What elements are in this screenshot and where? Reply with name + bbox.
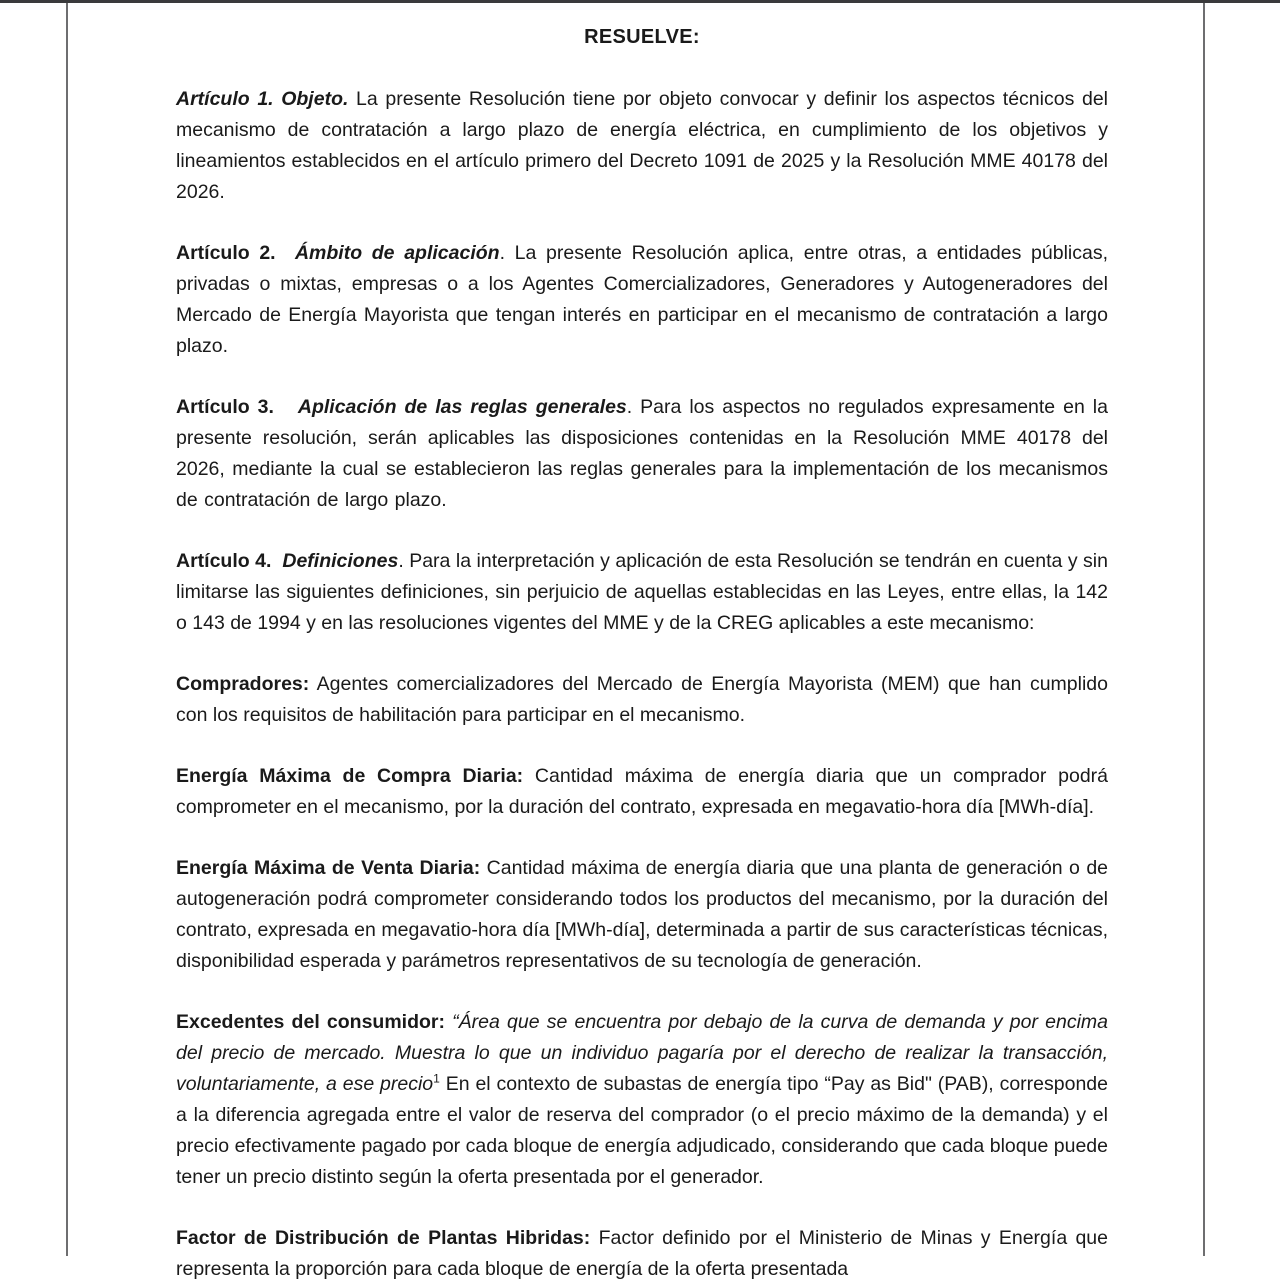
definition-body-energia-maxima-venta-diaria: Cantidad máxima de energía diaria que una planta de generación o de autogeneración podrá comprometer considerando todos los productos del mecanismo, por la duración del contrato, expresada en megavatio-hora día [MWh-día], determinada a partir de sus características técnicas, disponibilidad esperada y parámetros representativos de su tecnología de generación. (176, 857, 1109, 972)
paragraph-articulo-2 (176, 238, 1108, 362)
articulo-2-body: . La presente Resolución aplica, entre otras, a entidades públicas, privadas o mixtas, empresas o a los Agentes Comercializadores, Generadores y Autogeneradores del Mercado de Energía Mayorista que tengan interés en participar en el mecanismo de contratación a largo plazo. (176, 242, 1109, 357)
articulo-3-body: . Para los aspectos no regulados expresamente en la presente resolución, serán aplicables las disposiciones contenidas en la Resolución MME 40178 del 2026, mediante la cual se establecieron las reglas generales para la implementación de los mecanismos de contratación de largo plazo. (176, 396, 1108, 511)
paragraph-articulo-3 (176, 392, 1108, 516)
articulo-3-title: Aplicación de las reglas generales (297, 396, 627, 418)
paragraph-articulo-1 (176, 84, 1108, 208)
articulo-4-title: Definiciones (282, 550, 399, 572)
definition-term-factor-distribucion-plantas-hibridas: Factor de Distribución de Plantas Hibridas: (176, 1227, 591, 1249)
definition-body-energia-maxima-compra-diaria: Cantidad máxima de energía diaria que un comprador podrá comprometer en el mecanismo, por la duración del contrato, expresada en megavatio-hora día [MWh-día]. (176, 765, 1109, 818)
articulo-1-label: Artículo 1. Objeto. (176, 88, 349, 110)
definition-term-energia-maxima-compra-diaria: Energía Máxima de Compra Diaria: (176, 765, 524, 787)
page-left-margin-line (66, 3, 68, 1256)
page-title: RESUELVE: (584, 26, 700, 48)
footnote-marker: 1 (433, 1071, 440, 1086)
definition-compradores (176, 669, 1108, 731)
articulo-1-body: La presente Resolución tiene por objeto convocar y definir los aspectos técnicos del mecanismo de contratación a largo plazo de energía eléctrica, en cumplimiento de los objetivos y lineamientos establecidos en el artículo primero del Decreto 1091 de 2025 y la Resolución MME 40178 del 2026. (176, 88, 1109, 203)
articulo-3-label: Artículo 3. (176, 396, 274, 418)
document-text-column (176, 0, 1108, 1285)
definition-term-compradores: Compradores: (176, 673, 310, 695)
definition-factor-distribucion-plantas-hibridas (176, 1223, 1108, 1285)
articulo-4-body: . Para la interpretación y aplicación de esta Resolución se tendrán en cuenta y sin limitarse las siguientes definiciones, sin perjuicio de aquellas establecidas en las Leyes, entre ellas, la 142 o 143 de 1994 y en las resoluciones vigentes del MME y de la CREG aplicables a este mecanismo: (176, 550, 1108, 634)
articulo-4-label: Artículo 4. (176, 550, 272, 572)
definition-quote-excedentes-del-consumidor: “Área que se encuentra por debajo de la curva de demanda y por encima del precio de mercado. Muestra lo que un individuo pagaría por el derecho de realizar la transacción, voluntariamente, a ese precio (176, 1011, 1108, 1095)
paragraph-articulo-4 (176, 546, 1108, 639)
articulo-2-title: Ámbito de aplicación (294, 242, 500, 264)
articulo-2-label: Artículo 2. (176, 242, 276, 264)
definition-term-excedentes-del-consumidor: Excedentes del consumidor: (176, 1011, 445, 1033)
definition-energia-maxima-compra-diaria (176, 761, 1108, 823)
definition-excedentes-del-consumidor (176, 1007, 1108, 1193)
page-right-margin-line (1203, 3, 1205, 1256)
definition-body-compradores: Agentes comercializadores del Mercado de Energía Mayorista (MEM) que han cumplido con los requisitos de habilitación para participar en el mecanismo. (176, 673, 1108, 726)
definition-body-factor-distribucion-plantas-hibridas: Factor definido por el Ministerio de Minas y Energía que representa la proporción para cada bloque de energía de la oferta presentada (176, 1227, 1108, 1280)
definition-body-excedentes-del-consumidor: En el contexto de subastas de energía tipo “Pay as Bid" (PAB), corresponde a la diferencia agregada entre el valor de reserva del comprador (o el precio máximo de la demanda) y el precio efectivamente pagado por cada bloque de energía adjudicado, considerando que cada bloque puede tener un precio distinto según la oferta presentada por el generador. (176, 1073, 1108, 1188)
definition-term-energia-maxima-venta-diaria: Energía Máxima de Venta Diaria: (176, 857, 481, 879)
definition-energia-maxima-venta-diaria (176, 853, 1108, 977)
